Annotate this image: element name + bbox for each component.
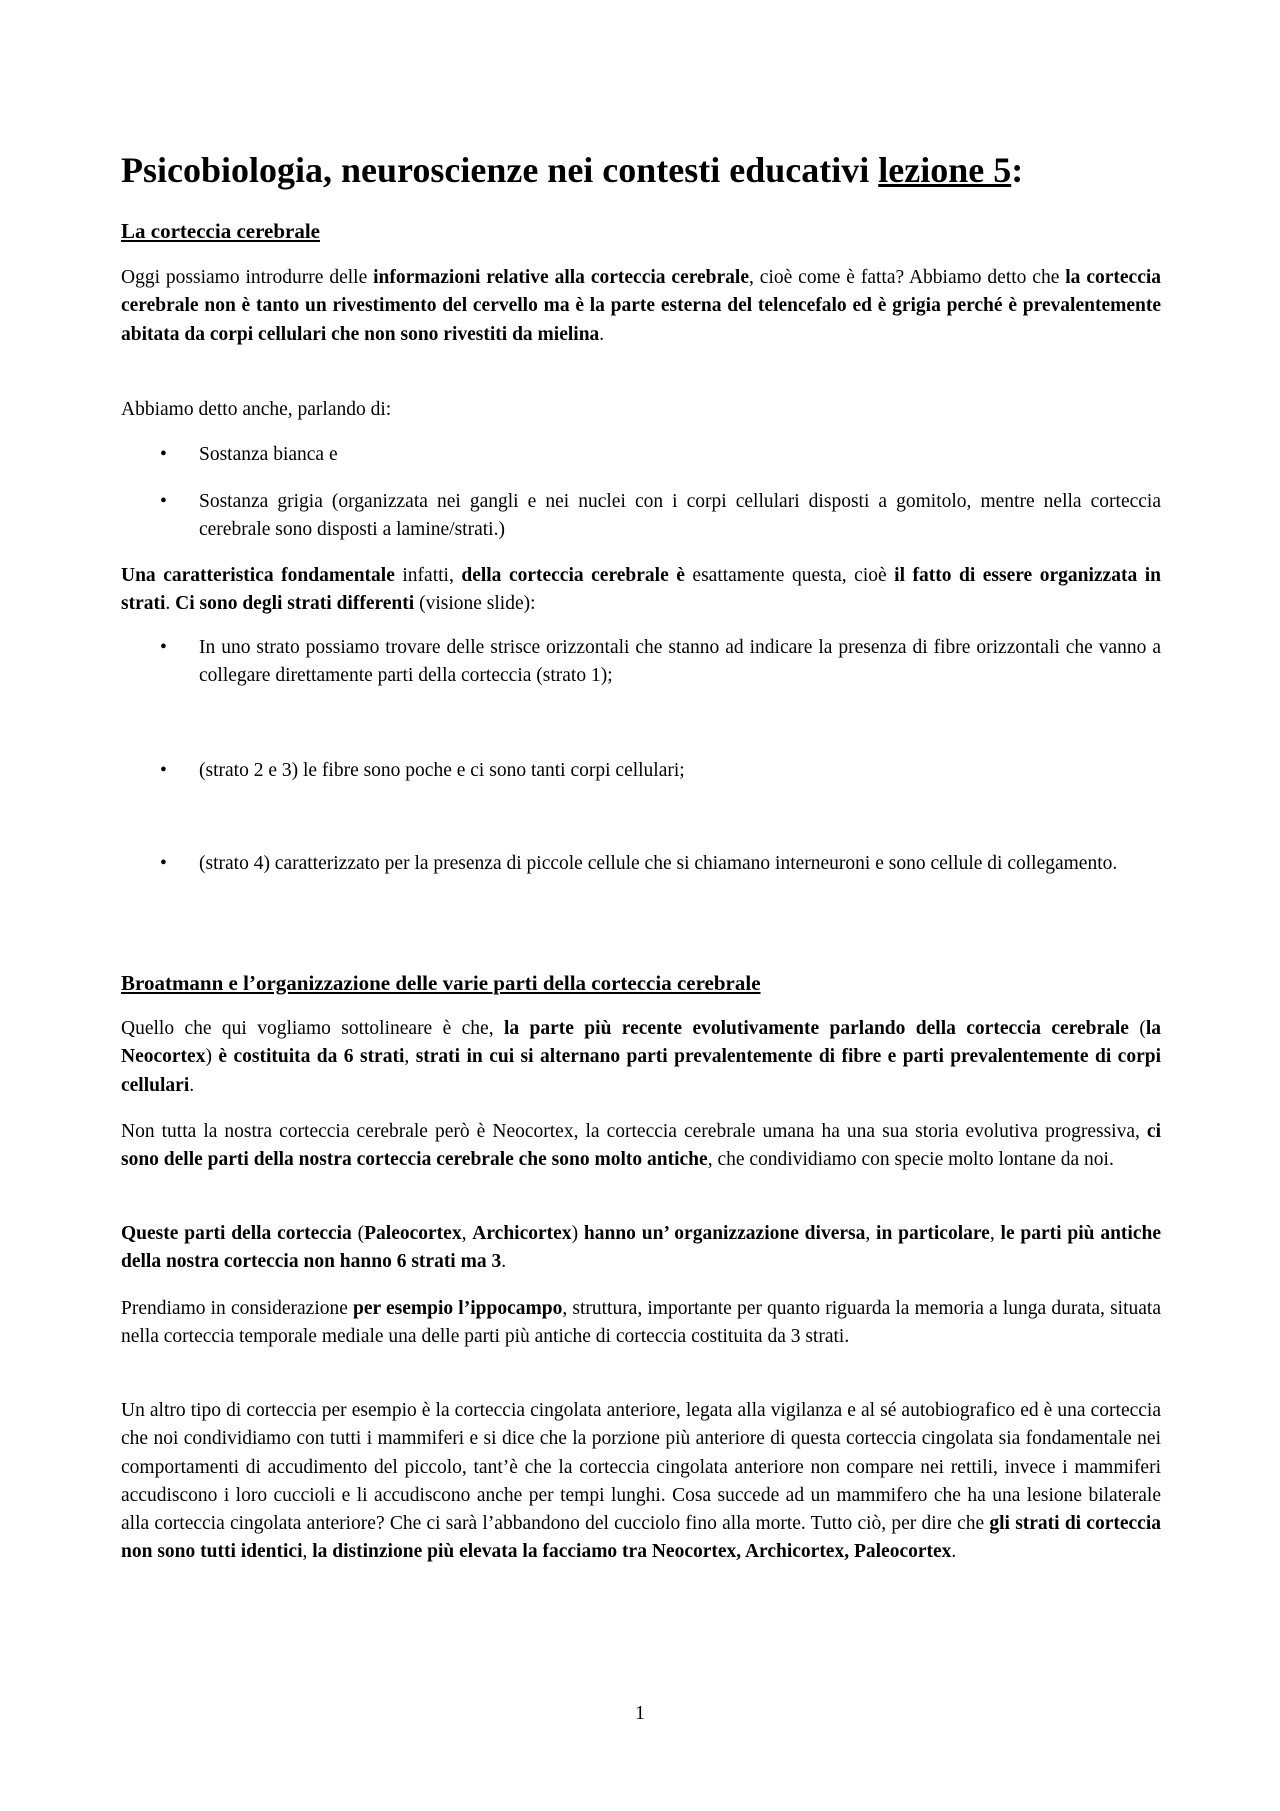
bold-text: Una caratteristica fondamentale bbox=[121, 565, 395, 586]
paragraph-abbiamo-detto: Abbiamo detto anche, parlando di: bbox=[121, 399, 392, 420]
bullet-icon: • bbox=[160, 760, 167, 781]
underlined-text: lezione 5 bbox=[878, 150, 1012, 190]
bold-text: la Neocortex bbox=[121, 1018, 1161, 1068]
list-item bbox=[160, 634, 1161, 691]
bold-text: è costituita da 6 strati bbox=[218, 1046, 405, 1068]
list-item bbox=[160, 850, 1161, 878]
list-item-text: Sostanza grigia (organizzata nei gangli e nei nuclei con i corpi cellulari disposti a gomitolo, mentre nella corteccia cerebrale sono disposti a lamine/strati.) bbox=[199, 491, 1161, 541]
bold-text: strati in cui si alternano parti prevalentemente di fibre e parti prevalentemente di corpi cellulari bbox=[121, 1046, 1162, 1096]
bold-text: Paleocortex bbox=[364, 1223, 462, 1244]
list-item-text: Sostanza bianca e bbox=[199, 444, 338, 465]
list-item-text: In uno strato possiamo trovare delle strisce orizzontali che stanno ad indicare la presenza di fibre orizzontali che vanno a collegare direttamente parti della corteccia (strato 1); bbox=[199, 637, 1161, 687]
bold-text: le parti più antiche della nostra corteccia non hanno 6 strati ma 3 bbox=[121, 1223, 1162, 1273]
bullet-icon: • bbox=[160, 491, 167, 512]
paragraph-cingolata: Un altro tipo di corteccia per esempio è la corteccia cingolata anteriore, legata alla vigilanza e al sé autobiografico ed è una corteccia che noi condividiamo con tutti i mammiferi e si dice che la porzione più anteriore di questa corteccia cingolata sia fondamentale nei comportamenti di accudimento del piccolo, tant’è che la corteccia cingolata anteriore non compare nei rettili, invece i mammiferi accudiscono i loro cuccioli e li accudiscono anche per tempi lunghi. Cosa succede ad un mammifero che ha una lesione bilaterale alla corteccia cingolata anteriore? Che ci sarà l’abbandono del cucciolo fino alla morte. Tutto ciò, per dire che gli strati di corteccia non sono tutti identici, la distinzione più elevata la facciamo tra Neocortex, Archicortex, Paleocortex. bbox=[121, 1400, 1161, 1563]
list-item bbox=[160, 488, 1161, 545]
bold-text: hanno un’ organizzazione diversa bbox=[583, 1223, 866, 1244]
bullet-icon: • bbox=[160, 853, 167, 874]
bold-text: Archicortex bbox=[472, 1223, 572, 1244]
section-heading-corteccia: La corteccia cerebrale bbox=[121, 219, 320, 243]
document-title: Psicobiologia, neuroscienze nei contesti educativi lezione 5: bbox=[121, 150, 1024, 190]
bold-text: la parte più recente evolutivamente parlando della corteccia cerebrale bbox=[503, 1018, 1129, 1039]
paragraph-paleocortex: Queste parti della corteccia (Paleocortex, Archicortex) hanno un’ organizzazione diversa, in particolare, le parti più antiche della nostra corteccia non hanno 6 strati ma 3. bbox=[121, 1223, 1162, 1273]
bold-text: la corteccia cerebrale non è tanto un rivestimento del cervello ma è la parte esterna del telencefalo ed è grigia perché è prevalentemente abitata da corpi cellulari che non sono rivestiti da mielina bbox=[121, 267, 1162, 345]
list-item-text: (strato 2 e 3) le fibre sono poche e ci sono tanti corpi cellulari; bbox=[199, 760, 685, 781]
bold-text: il fatto di essere organizzata in strati bbox=[121, 565, 1161, 615]
paragraph-ippocampo: Prendiamo in considerazione per esempio l’ippocampo, struttura, importante per quanto riguarda la memoria a lunga durata, situata nella corteccia temporale mediale una delle parti più antiche di corteccia costituita da 3 strati. bbox=[121, 1298, 1161, 1348]
bold-text: per esempio l’ippocampo bbox=[353, 1298, 563, 1319]
bold-text: informazioni relative alla corteccia cerebrale bbox=[373, 267, 750, 288]
bold-text: in particolare bbox=[876, 1223, 990, 1244]
bold-text: ci sono delle parti della nostra corteccia cerebrale che sono molto antiche bbox=[121, 1121, 1161, 1171]
bold-text: la distinzione più elevata la facciamo tra Neocortex, Archicortex, Paleocortex bbox=[312, 1541, 952, 1563]
bold-text: gli strati di corteccia non sono tutti identici bbox=[121, 1513, 1161, 1563]
bullet-icon: • bbox=[160, 637, 167, 658]
bold-text: Queste parti della corteccia bbox=[121, 1223, 352, 1244]
list-item bbox=[160, 757, 1161, 785]
bold-text: Ci sono degli strati differenti bbox=[175, 593, 415, 615]
section-heading-broatmann: Broatmann e l’organizzazione delle varie parti della corteccia cerebrale bbox=[121, 971, 761, 995]
paragraph-neocortex: Quello che qui vogliamo sottolineare è che, la parte più recente evolutivamente parlando della corteccia cerebrale (la Neocortex) è costituita da 6 strati, strati in cui si alternano parti prevalentemente di fibre e parti prevalentemente di corpi cellulari. bbox=[121, 1018, 1162, 1096]
paragraph-intro: Oggi possiamo introdurre delle informazioni relative alla corteccia cerebrale, cioè come è fatta? Abbiamo detto che la corteccia cerebrale non è tanto un rivestimento del cervello ma è la parte esterna del telencefalo ed è grigia perché è prevalentemente abitata da corpi cellulari che non sono rivestiti da mielina. bbox=[121, 267, 1162, 345]
list-item-text: (strato 4) caratterizzato per la presenza di piccole cellule che si chiamano interneuroni e sono cellule di collegamento. bbox=[199, 853, 1118, 874]
paragraph-caratteristica: Una caratteristica fondamentale infatti, della corteccia cerebrale è esattamente questa, cioè il fatto di essere organizzata in strati. Ci sono degli strati differenti (visione slide): bbox=[121, 565, 1161, 615]
list-item bbox=[160, 441, 1161, 469]
paragraph-storia-evolutiva: Non tutta la nostra corteccia cerebrale però è Neocortex, la corteccia cerebrale umana ha una sua storia evolutiva progressiva, ci sono delle parti della nostra corteccia cerebrale che sono molto antiche, che condividiamo con specie molto lontane da noi. bbox=[121, 1121, 1161, 1171]
bullet-icon: • bbox=[160, 444, 167, 465]
bold-text: della corteccia cerebrale è bbox=[461, 565, 685, 586]
page-number: 1 bbox=[635, 1703, 645, 1724]
